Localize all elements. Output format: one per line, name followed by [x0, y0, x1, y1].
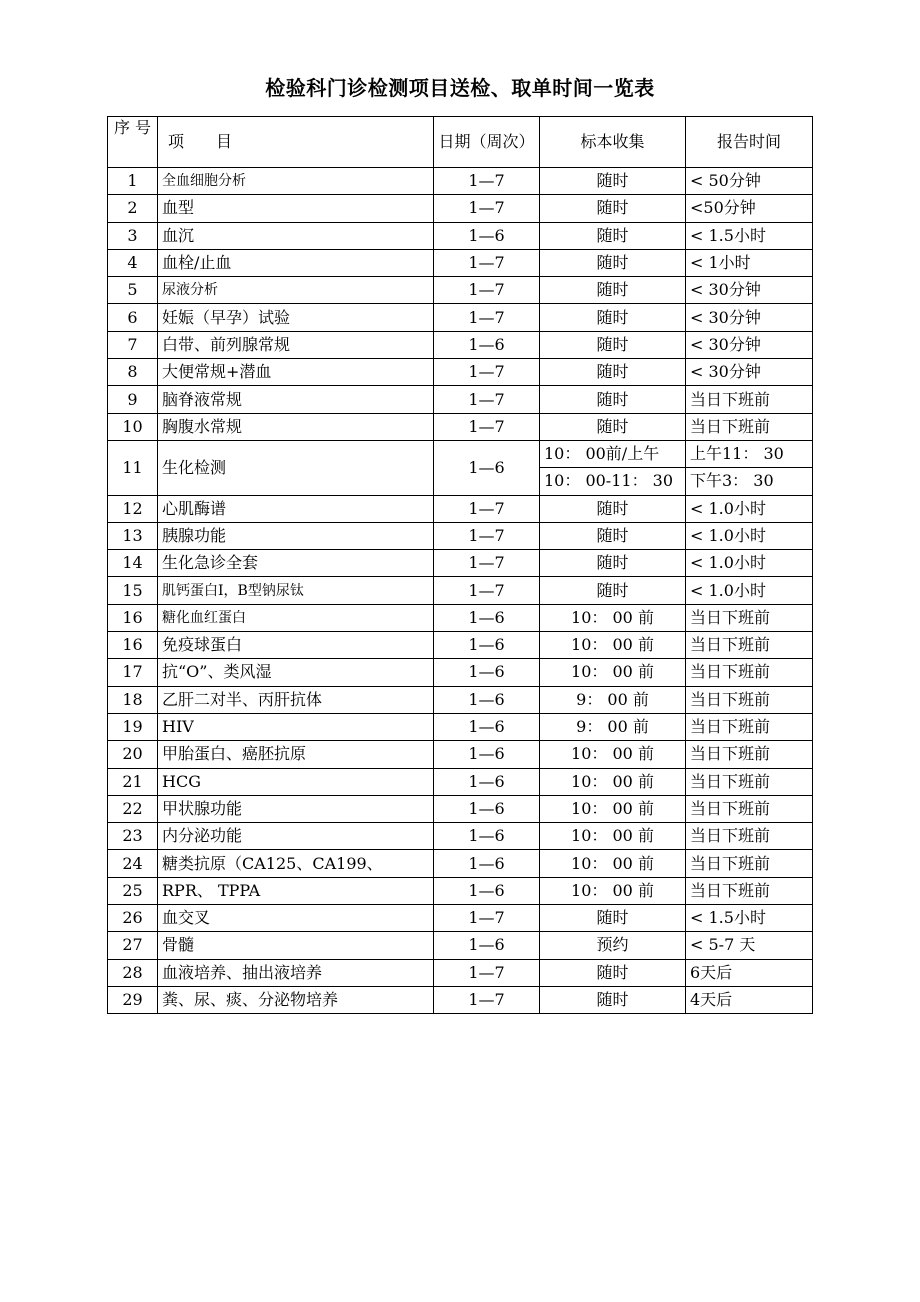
- table-row: [108, 632, 813, 659]
- table-row: [108, 577, 813, 604]
- header-days: 日期（周次）: [434, 117, 540, 168]
- table-row: [108, 741, 813, 768]
- days-of-week: 1—7: [434, 522, 540, 549]
- header-report: 报告时间: [686, 117, 813, 168]
- days-of-week: 1—6: [434, 823, 540, 850]
- item-name: RPR、 TPPA: [158, 877, 434, 904]
- days-of-week: 1—6: [434, 331, 540, 358]
- report-time: 当日下班前: [686, 686, 813, 713]
- report-time: 下午3： 30: [686, 468, 813, 495]
- sample-time: 随时: [540, 986, 686, 1013]
- sample-time: 随时: [540, 495, 686, 522]
- item-name: 肌钙蛋白I，B型钠尿钛: [158, 577, 434, 604]
- row-number: 7: [108, 331, 158, 358]
- table-row: [108, 877, 813, 904]
- report-time: 当日下班前: [686, 823, 813, 850]
- report-time: 当日下班前: [686, 741, 813, 768]
- report-time: 当日下班前: [686, 413, 813, 440]
- item-name: 血沉: [158, 222, 434, 249]
- report-time: < 30分钟: [686, 359, 813, 386]
- table-row: [108, 522, 813, 549]
- sample-time: 10： 00 前: [540, 795, 686, 822]
- days-of-week: 1—6: [434, 440, 540, 495]
- days-of-week: 1—7: [434, 304, 540, 331]
- row-number: 14: [108, 550, 158, 577]
- sample-time: 随时: [540, 905, 686, 932]
- item-name: 免疫球蛋白: [158, 632, 434, 659]
- sample-time: 10： 00 前: [540, 741, 686, 768]
- schedule-table: [107, 116, 813, 1014]
- item-name: 血栓/止血: [158, 249, 434, 276]
- table-row: [108, 795, 813, 822]
- row-number: 8: [108, 359, 158, 386]
- table-row: [108, 905, 813, 932]
- table-row: [108, 195, 813, 222]
- days-of-week: 1—7: [434, 277, 540, 304]
- days-of-week: 1—6: [434, 741, 540, 768]
- row-number: 28: [108, 959, 158, 986]
- report-time: < 30分钟: [686, 304, 813, 331]
- item-name: 生化检测: [158, 440, 434, 495]
- item-name: 糖类抗原（CA125、CA199、: [158, 850, 434, 877]
- item-name: HCG: [158, 768, 434, 795]
- row-number: 11: [108, 440, 158, 495]
- days-of-week: 1—7: [434, 249, 540, 276]
- days-of-week: 1—7: [434, 386, 540, 413]
- days-of-week: 1—6: [434, 686, 540, 713]
- report-time: < 1.0小时: [686, 577, 813, 604]
- row-number: 10: [108, 413, 158, 440]
- days-of-week: 1—7: [434, 577, 540, 604]
- table-row: [108, 249, 813, 276]
- days-of-week: 1—6: [434, 632, 540, 659]
- item-name: 粪、尿、痰、分泌物培养: [158, 986, 434, 1013]
- table-row: [108, 168, 813, 195]
- days-of-week: 1—6: [434, 768, 540, 795]
- report-time: 当日下班前: [686, 768, 813, 795]
- header-row: [108, 117, 813, 168]
- header-sample: 标本收集: [540, 117, 686, 168]
- row-number: 6: [108, 304, 158, 331]
- table-row: [108, 359, 813, 386]
- row-number: 26: [108, 905, 158, 932]
- table-row: [108, 222, 813, 249]
- days-of-week: 1—7: [434, 413, 540, 440]
- item-name: 糖化血红蛋白: [158, 604, 434, 631]
- days-of-week: 1—7: [434, 495, 540, 522]
- row-number: 17: [108, 659, 158, 686]
- item-name: 心肌酶谱: [158, 495, 434, 522]
- row-number: 18: [108, 686, 158, 713]
- row-number: 19: [108, 713, 158, 740]
- table-row: [108, 959, 813, 986]
- header-item: 项 目: [158, 117, 434, 168]
- row-number: 12: [108, 495, 158, 522]
- report-time: < 30分钟: [686, 331, 813, 358]
- item-name: HIV: [158, 713, 434, 740]
- sample-time: 10： 00 前: [540, 659, 686, 686]
- sample-time: 随时: [540, 522, 686, 549]
- report-time: 当日下班前: [686, 659, 813, 686]
- table-row: [108, 331, 813, 358]
- table-row: [108, 386, 813, 413]
- report-time: < 5-7 天: [686, 932, 813, 959]
- sample-time: 随时: [540, 277, 686, 304]
- report-time: 当日下班前: [686, 604, 813, 631]
- row-number: 23: [108, 823, 158, 850]
- days-of-week: 1—6: [434, 877, 540, 904]
- sample-time: 随时: [540, 359, 686, 386]
- report-time: 上午11： 30: [686, 440, 813, 467]
- report-time: <50分钟: [686, 195, 813, 222]
- page-title: 检验科门诊检测项目送检、取单时间一览表: [265, 76, 655, 100]
- days-of-week: 1—6: [434, 713, 540, 740]
- days-of-week: 1—6: [434, 795, 540, 822]
- sample-time: 10： 00 前: [540, 632, 686, 659]
- table-row: [108, 986, 813, 1013]
- item-name: 血液培养、抽出液培养: [158, 959, 434, 986]
- report-time: < 1.5小时: [686, 222, 813, 249]
- item-name: 血型: [158, 195, 434, 222]
- sample-time: 随时: [540, 550, 686, 577]
- row-number: 4: [108, 249, 158, 276]
- days-of-week: 1—7: [434, 195, 540, 222]
- sample-time: 10： 00 前: [540, 768, 686, 795]
- item-name: 甲胎蛋白、癌胚抗原: [158, 741, 434, 768]
- sample-time: 随时: [540, 195, 686, 222]
- row-number: 5: [108, 277, 158, 304]
- sample-time: 预约: [540, 932, 686, 959]
- report-time: 6天后: [686, 959, 813, 986]
- report-time: 当日下班前: [686, 713, 813, 740]
- table-row: [108, 304, 813, 331]
- table-row: [108, 550, 813, 577]
- item-name: 全血细胞分析: [158, 168, 434, 195]
- header-no: 序 号: [108, 117, 158, 168]
- days-of-week: 1—6: [434, 932, 540, 959]
- item-name: 胰腺功能: [158, 522, 434, 549]
- report-time: 当日下班前: [686, 877, 813, 904]
- row-number: 16: [108, 632, 158, 659]
- table-row: [108, 277, 813, 304]
- sample-time: 随时: [540, 304, 686, 331]
- item-name: 妊娠（早孕）试验: [158, 304, 434, 331]
- report-time: < 1.0小时: [686, 495, 813, 522]
- row-number: 3: [108, 222, 158, 249]
- table-row: [108, 686, 813, 713]
- report-time: 当日下班前: [686, 795, 813, 822]
- table-row: [108, 932, 813, 959]
- report-time: 4天后: [686, 986, 813, 1013]
- report-time: 当日下班前: [686, 850, 813, 877]
- report-time: 当日下班前: [686, 632, 813, 659]
- row-number: 21: [108, 768, 158, 795]
- sample-time: 随时: [540, 386, 686, 413]
- sample-time: 随时: [540, 249, 686, 276]
- item-name: 大便常规+潜血: [158, 359, 434, 386]
- days-of-week: 1—7: [434, 905, 540, 932]
- row-number: 13: [108, 522, 158, 549]
- days-of-week: 1—6: [434, 222, 540, 249]
- table-row: [108, 413, 813, 440]
- item-name: 甲状腺功能: [158, 795, 434, 822]
- sample-time: 10： 00 前: [540, 850, 686, 877]
- sample-time: 9： 00 前: [540, 713, 686, 740]
- table-row: [108, 495, 813, 522]
- item-name: 尿液分析: [158, 277, 434, 304]
- days-of-week: 1—6: [434, 850, 540, 877]
- item-name: 脑脊液常规: [158, 386, 434, 413]
- sample-time: 随时: [540, 331, 686, 358]
- sample-time: 10： 00 前: [540, 877, 686, 904]
- report-time: < 1小时: [686, 249, 813, 276]
- row-number: 2: [108, 195, 158, 222]
- report-time: < 1.5小时: [686, 905, 813, 932]
- item-name: 内分泌功能: [158, 823, 434, 850]
- report-time: < 1.0小时: [686, 522, 813, 549]
- row-number: 15: [108, 577, 158, 604]
- sample-time: 随时: [540, 577, 686, 604]
- report-time: 当日下班前: [686, 386, 813, 413]
- item-name: 白带、前列腺常规: [158, 331, 434, 358]
- sample-time: 10： 00 前: [540, 823, 686, 850]
- item-name: 胸腹水常规: [158, 413, 434, 440]
- table-row: [108, 604, 813, 631]
- sample-time: 随时: [540, 222, 686, 249]
- row-number: 16: [108, 604, 158, 631]
- sample-time: 随时: [540, 959, 686, 986]
- table-row: [108, 768, 813, 795]
- item-name: 血交叉: [158, 905, 434, 932]
- item-name: 生化急诊全套: [158, 550, 434, 577]
- sample-time: 10： 00 前: [540, 604, 686, 631]
- row-number: 25: [108, 877, 158, 904]
- report-time: < 1.0小时: [686, 550, 813, 577]
- report-time: < 30分钟: [686, 277, 813, 304]
- days-of-week: 1—7: [434, 168, 540, 195]
- sample-time: 10： 00-11： 30: [540, 468, 686, 495]
- row-number: 22: [108, 795, 158, 822]
- table-row: [108, 823, 813, 850]
- table-row: [108, 850, 813, 877]
- item-name: 骨髓: [158, 932, 434, 959]
- days-of-week: 1—7: [434, 359, 540, 386]
- sample-time: 10： 00前/上午: [540, 440, 686, 467]
- item-name: 抗“O”、类风湿: [158, 659, 434, 686]
- row-number: 29: [108, 986, 158, 1013]
- days-of-week: 1—6: [434, 659, 540, 686]
- sample-time: 随时: [540, 413, 686, 440]
- table-row: [108, 440, 813, 467]
- row-number: 1: [108, 168, 158, 195]
- report-time: < 50分钟: [686, 168, 813, 195]
- days-of-week: 1—7: [434, 959, 540, 986]
- sample-time: 9： 00 前: [540, 686, 686, 713]
- days-of-week: 1—6: [434, 604, 540, 631]
- days-of-week: 1—7: [434, 986, 540, 1013]
- days-of-week: 1—7: [434, 550, 540, 577]
- row-number: 24: [108, 850, 158, 877]
- sample-time: 随时: [540, 168, 686, 195]
- table-row: [108, 659, 813, 686]
- row-number: 9: [108, 386, 158, 413]
- table-row: [108, 713, 813, 740]
- item-name: 乙肝二对半、丙肝抗体: [158, 686, 434, 713]
- row-number: 20: [108, 741, 158, 768]
- row-number: 27: [108, 932, 158, 959]
